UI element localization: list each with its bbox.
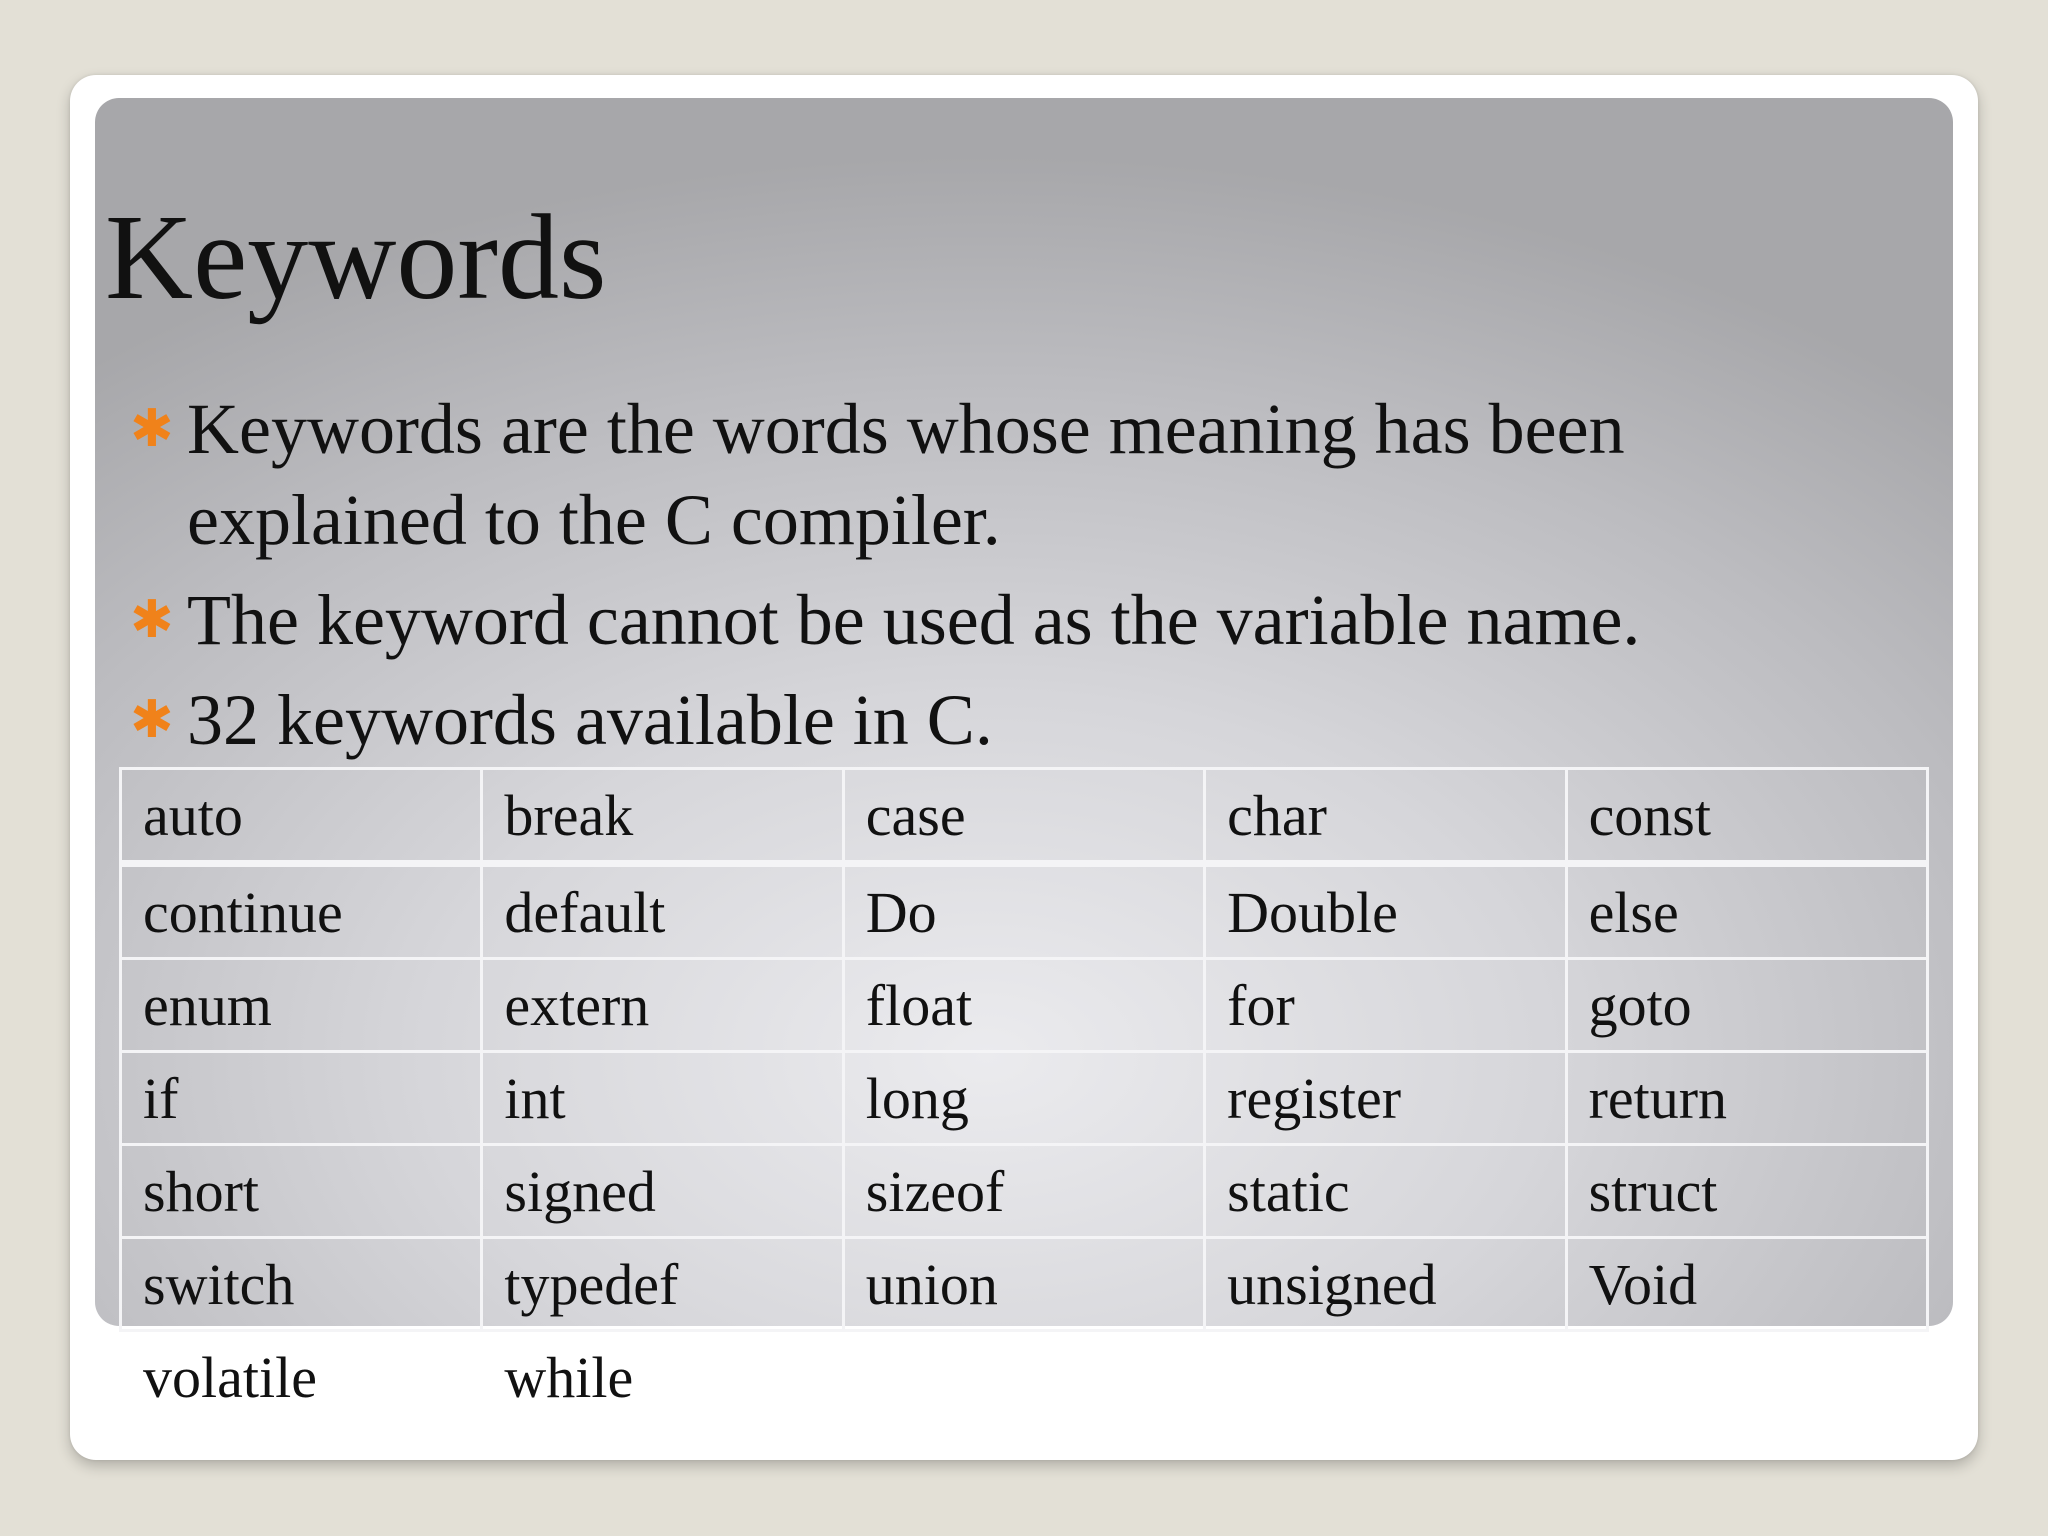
table-cell: for	[1205, 959, 1566, 1052]
table-cell: if	[121, 1052, 482, 1145]
table-cell: long	[843, 1052, 1204, 1145]
bullet-item	[130, 384, 1830, 566]
table-cell: while	[482, 1331, 843, 1424]
table-cell	[1205, 1331, 1566, 1424]
bullet-text: The keyword cannot be used as the variable name.	[187, 580, 1641, 660]
table-cell: continue	[121, 864, 482, 959]
asterisk-bullet-icon: ✱	[130, 590, 174, 650]
table-cell: else	[1566, 864, 1927, 959]
table-cell: short	[121, 1145, 482, 1238]
table-cell: Double	[1205, 864, 1566, 959]
table-cell: float	[843, 959, 1204, 1052]
table-cell: char	[1205, 769, 1566, 864]
table-cell: signed	[482, 1145, 843, 1238]
table-cell: auto	[121, 769, 482, 864]
table-cell: static	[1205, 1145, 1566, 1238]
table-cell: const	[1566, 769, 1927, 864]
bullet-item	[130, 575, 1830, 666]
table-cell	[843, 1331, 1204, 1424]
bullet-list	[130, 384, 1830, 766]
table-cell: int	[482, 1052, 843, 1145]
keywords-table	[119, 767, 1929, 1425]
table-cell: register	[1205, 1052, 1566, 1145]
table-row	[121, 864, 1928, 959]
table-cell: switch	[121, 1238, 482, 1331]
table-cell: volatile	[121, 1331, 482, 1424]
table-cell: enum	[121, 959, 482, 1052]
asterisk-bullet-icon: ✱	[130, 399, 174, 459]
bullet-text: Keywords are the words whose meaning has been explained to the C compiler.	[187, 389, 1625, 560]
table-row	[121, 769, 1928, 864]
table-row	[121, 1238, 1928, 1331]
table-row	[121, 959, 1928, 1052]
table-row	[121, 1052, 1928, 1145]
table-cell: return	[1566, 1052, 1927, 1145]
table-cell: struct	[1566, 1145, 1927, 1238]
table-cell: typedef	[482, 1238, 843, 1331]
asterisk-bullet-icon: ✱	[130, 690, 174, 750]
table-cell: Void	[1566, 1238, 1927, 1331]
table-cell	[1566, 1331, 1927, 1424]
table-cell: goto	[1566, 959, 1927, 1052]
table-cell: sizeof	[843, 1145, 1204, 1238]
table-row	[121, 1145, 1928, 1238]
slide-title: Keywords	[105, 190, 607, 325]
table-cell: default	[482, 864, 843, 959]
table-cell: unsigned	[1205, 1238, 1566, 1331]
table-cell: extern	[482, 959, 843, 1052]
table-cell: break	[482, 769, 843, 864]
table-row	[121, 1331, 1928, 1424]
table-cell: union	[843, 1238, 1204, 1331]
table-cell: Do	[843, 864, 1204, 959]
keywords-table-container	[119, 767, 1929, 1425]
table-cell: case	[843, 769, 1204, 864]
bullet-item	[130, 675, 1830, 766]
bullet-text: 32 keywords available in C.	[187, 680, 993, 760]
